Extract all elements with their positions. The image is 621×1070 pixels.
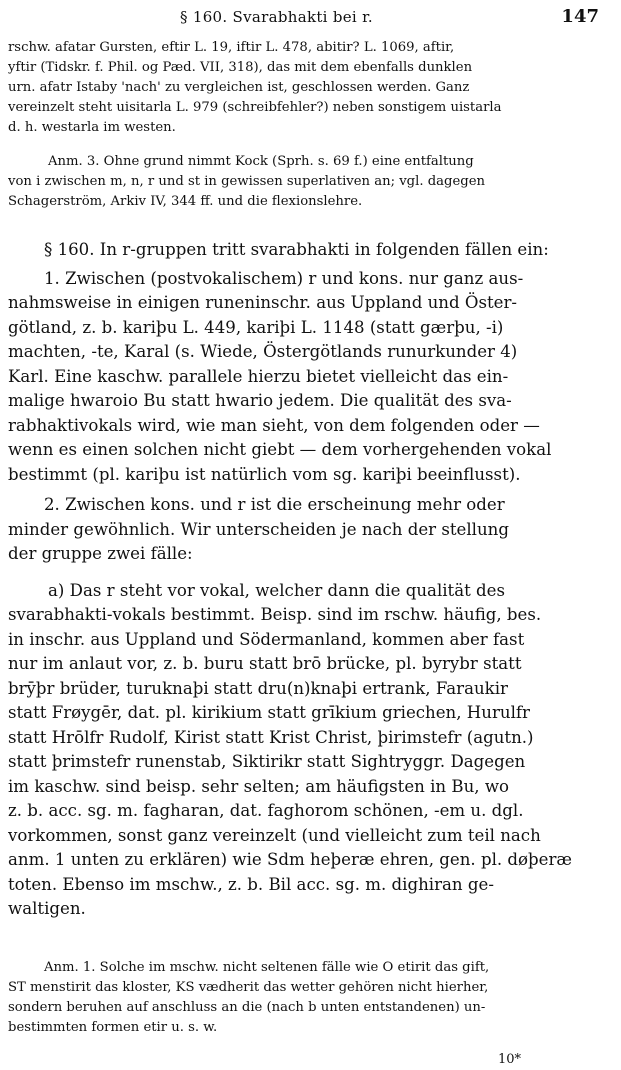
text-line: statt Frøygēr, dat. pl. kirikium statt grīkium griechen, Hurulfr — [8, 703, 530, 722]
text-line: svarabhakti-vokals bestimmt. Beisp. sind im rschw. häufig, bes. — [8, 605, 542, 624]
continued-note — [8, 38, 601, 138]
text-line: Anm. 1. Solche im mschw. nicht seltenen fälle wie O etirit das gift, — [44, 960, 490, 975]
section-heading: § 160. In r-gruppen tritt svarabhakti in folgenden fällen ein: — [44, 240, 549, 259]
text-line: Karl. Eine kaschw. parallele hierzu bietet vielleicht das ein- — [8, 366, 509, 386]
text-line: bestimmt (pl. kariþu ist natürlich vom sg. kariþi beeinflusst). — [8, 464, 521, 484]
anmerkung-3 — [8, 152, 601, 212]
text-line: bestimmten formen etir u. s. w. — [8, 1020, 218, 1035]
text-line: a) Das r steht vor vokal, welcher dann die qualität des — [48, 580, 506, 600]
running-head: § 160. Svarabhakti bei r. — [180, 8, 373, 26]
text-line: urn. afatr Istaby 'nach' zu vergleichen ist, geschlossen werden. Ganz — [8, 80, 470, 95]
page-header — [0, 4, 621, 30]
section-160 — [8, 238, 601, 922]
text-line: machten, -te, Karal (s. Wiede, Östergötlands runurkunder 4) — [8, 342, 518, 361]
page-number: 147 — [561, 6, 599, 27]
text-line: in inschr. aus Uppland und Södermanland, kommen aber fast — [8, 629, 525, 649]
text-line: von i zwischen m, n, r und st in gewissen superlativen an; vgl. dagegen — [8, 174, 486, 189]
anmerkung-1 — [8, 958, 601, 1038]
text-line: vereinzelt steht uisitarla L. 979 (schreibfehler?) neben sonstigem uistarla — [8, 100, 502, 115]
text-line: statt Hrōlfr Rudolf, Kirist statt Krist Christ, þirimstefr (agutn.) — [8, 727, 534, 747]
text-line: im kaschw. sind beisp. sehr selten; am häufigsten in Bu, wo — [8, 776, 510, 796]
text-line: malige hwaroio Bu statt hwario jedem. Die qualität des sva- — [8, 391, 512, 410]
text-line: rabhaktivokals wird, wie man sieht, von dem folgenden oder — — [8, 415, 540, 435]
text-line: der gruppe zwei fälle: — [8, 544, 193, 563]
text-line: statt þrimstefr runenstab, Siktirikr statt Sightryggr. Dagegen — [8, 752, 526, 771]
text-line: wenn es einen solchen nicht giebt — dem vorhergehenden vokal — [8, 440, 552, 459]
text-line: nur im anlaut vor, z. b. buru statt brō brücke, pl. byrybr statt — [8, 654, 522, 673]
text-line: Anm. 3. Ohne grund nimmt Kock (Sprh. s. 69 f.) eine entfaltung — [48, 154, 474, 169]
text-line: vorkommen, sonst ganz vereinzelt (und vielleicht zum teil nach — [8, 825, 541, 845]
text-line: d. h. westarla im westen. — [8, 120, 176, 135]
text-line: yftir (Tidskr. f. Phil. og Pæd. VII, 318), das mit dem ebenfalls dunklen — [8, 60, 473, 75]
text-line: rschw. afatar Gursten, eftir L. 19, iftir L. 478, abitir? L. 1069, aftir, — [8, 40, 455, 55]
text-line: Schagerström, Arkiv IV, 344 ff. und die flexionslehre. — [8, 194, 363, 209]
signature-mark: 10* — [497, 1052, 521, 1067]
text-line: sondern beruhen auf anschluss an die (nach b unten entstandenen) un- — [8, 1000, 486, 1015]
text-line: brȳþr brüder, turuknaþi statt dru(n)knaþi ertrank, Faraukir — [8, 678, 508, 698]
text-line: minder gewöhnlich. Wir unterscheiden je nach der stellung — [8, 519, 509, 539]
text-line: 1. Zwischen (postvokalischem) r und kons. nur ganz aus- — [44, 268, 524, 288]
text-line: 2. Zwischen kons. und r ist die erscheinung mehr oder — [44, 495, 505, 514]
text-line: waltigen. — [8, 899, 86, 918]
text-line: anm. 1 unten zu erklären) wie Sdm heþeræ ehren, gen. pl. døþeræ — [8, 850, 573, 869]
text-line: nahmsweise in einigen runeninschr. aus Uppland und Öster- — [8, 293, 518, 312]
text-line: ST menstirit das kloster, KS vædherit das wetter gehören nicht hierher, — [8, 980, 489, 995]
text-line: z. b. acc. sg. m. fagharan, dat. faghorom schönen, -em u. dgl. — [8, 801, 524, 820]
text-line: toten. Ebenso im mschw., z. b. Bil acc. sg. m. dighiran ge- — [8, 874, 494, 894]
text-line: götland, z. b. kariþu L. 449, kariþi L. 1148 (statt gærþu, -i) — [8, 317, 504, 337]
